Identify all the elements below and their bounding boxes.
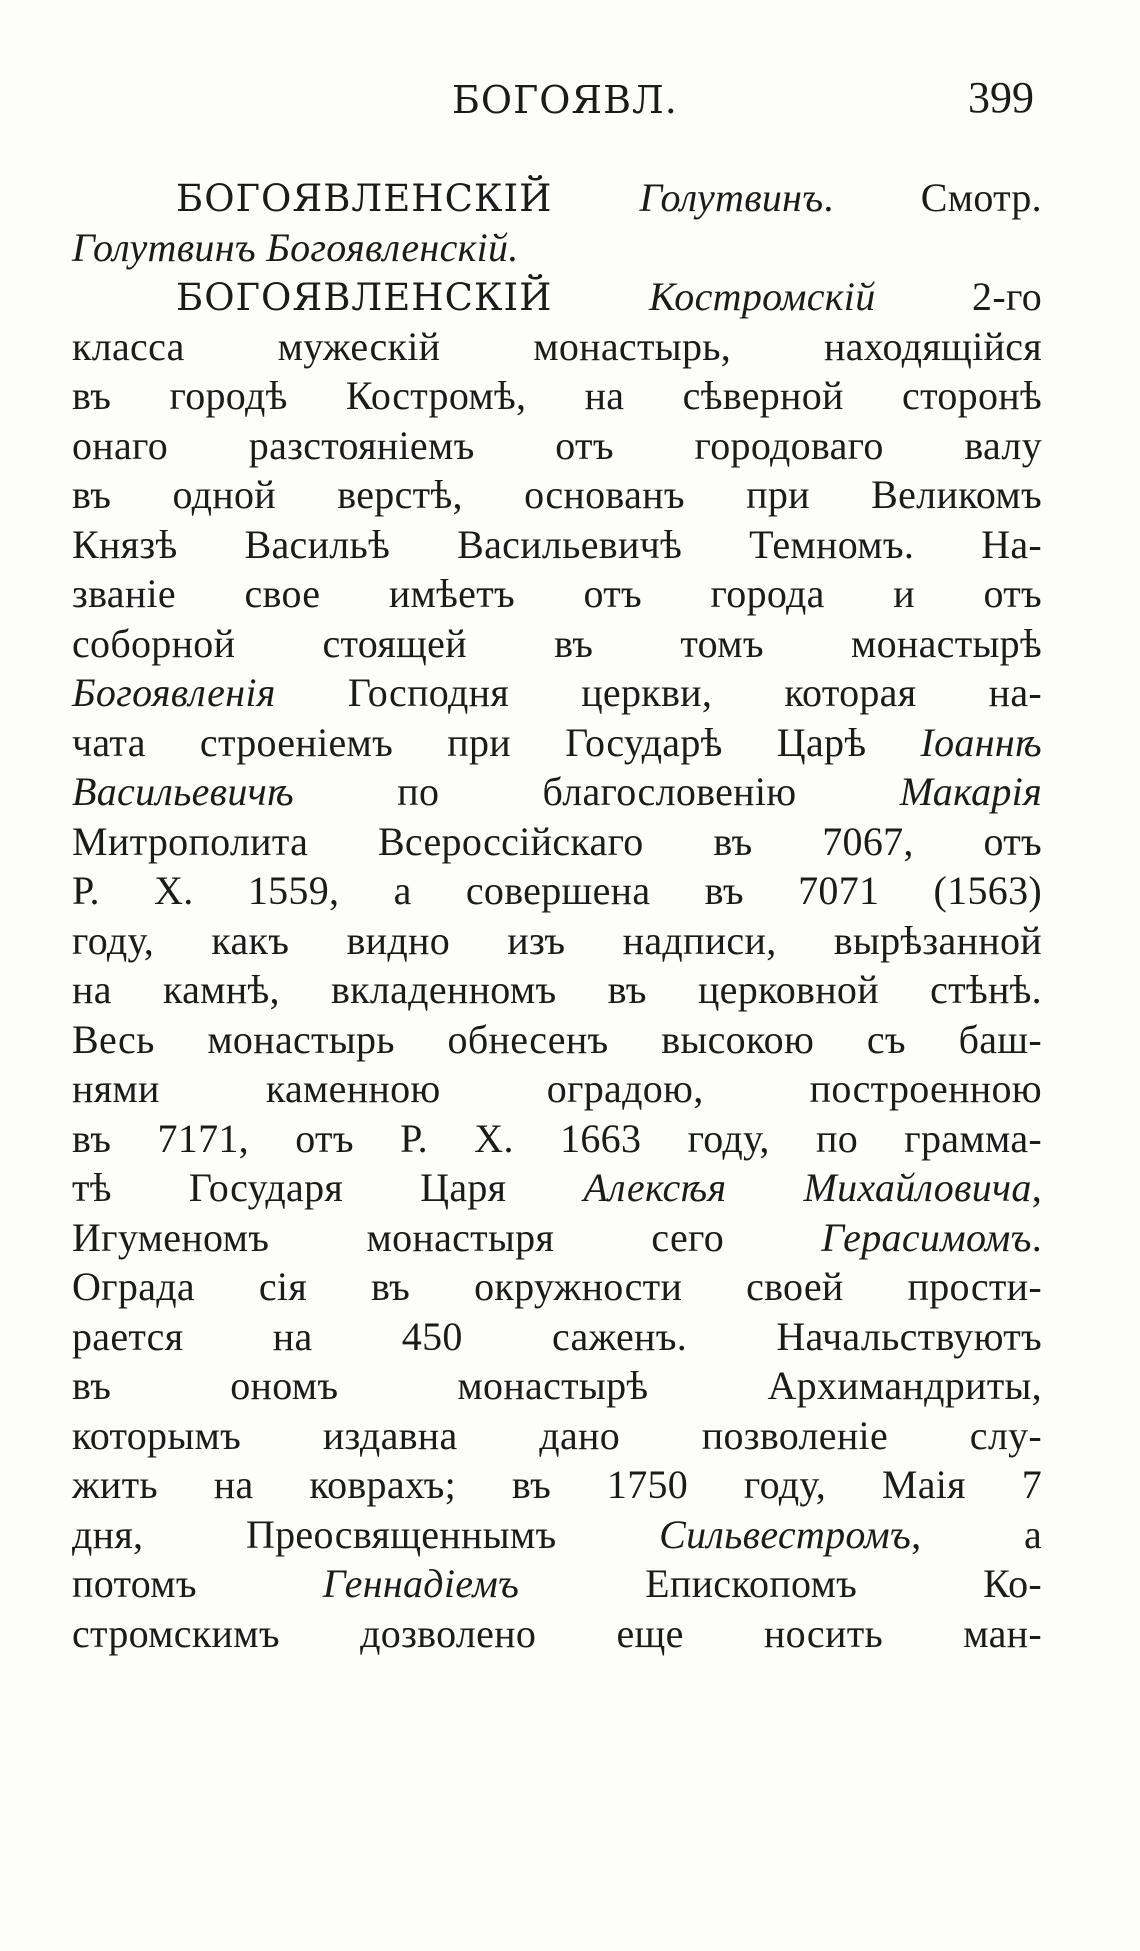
text-line: въ городѣ Костромѣ, на сѣверной сторонѣ [72, 373, 1042, 418]
text-line [72, 223, 1042, 273]
text-line: стромскимъ дозволено еще носить ман- [72, 1610, 1042, 1656]
text-line: Князѣ Васильѣ Васильевичѣ Темномъ. На- [72, 521, 1042, 567]
text-line: Митрополита Всероссійскаго въ 7067, отъ [72, 818, 1042, 864]
text-line: которымъ издавна дано позволеніе слу- [72, 1412, 1042, 1458]
text-line: Васильевичѣ по благословенію Макарія [72, 769, 1042, 814]
page-number: 399 [968, 73, 1034, 122]
text-line: въ ономъ монастырѣ Архимандриты, [72, 1363, 1042, 1408]
running-header [0, 72, 1140, 132]
text-line: чата строеніемъ при Государѣ Царѣ Іоаннѣ [72, 719, 1042, 765]
cross-reference-name: Голутвинъ [639, 175, 824, 220]
text-line: званіе свое имѣетъ отъ города и отъ [72, 571, 1042, 616]
text-line: Игуменомъ монастыря сего Герасимомъ. [72, 1214, 1042, 1260]
entry-headword: БОГОЯВЛЕНСКІЙ [176, 276, 553, 319]
text-line: БОГОЯВЛЕНСКІЙ Костромскій 2-го [176, 274, 1042, 319]
text-line: тѣ Государя Царя Алексѣя Михайловича, [72, 1165, 1042, 1210]
text-line: соборной стоящей въ томъ монастырѣ [72, 620, 1042, 666]
cross-reference: Голутвинъ Богоявленскій. [72, 224, 519, 270]
text-line: онаго разстояніемъ отъ городоваго валу [72, 422, 1042, 468]
text-line: класса мужескій монастырь, находящійся [72, 323, 1042, 369]
text-line: году, какъ видно изъ надписи, вырѣзанной [72, 917, 1042, 963]
text-line: дня, Преосвященнымъ Сильвестромъ, а [72, 1511, 1043, 1557]
entry-text [72, 173, 1042, 1658]
text-line: Весь монастырь обнесенъ высокою съ баш- [72, 1016, 1042, 1062]
text-line: въ одной верстѣ, основанъ при Великомъ [72, 472, 1042, 517]
text-line: Р. Х. 1559, а совершена въ 7071 (1563) [72, 868, 1042, 913]
running-title: БОГОЯВЛ. [452, 78, 678, 122]
text-line: въ 7171, отъ Р. Х. 1663 году, по грамма- [72, 1115, 1042, 1161]
entry-qualifier: Костромскій [648, 274, 876, 319]
text-line: на камнѣ, вкладенномъ въ церковной стѣнѣ. [72, 967, 1042, 1012]
text-line: жить на коврахъ; въ 1750 году, Маія 7 [72, 1462, 1042, 1507]
text-line: рается на 450 саженъ. Начальствуютъ [72, 1313, 1042, 1359]
text-line: нями каменною оградою, построенною [72, 1066, 1042, 1111]
text-line: Богоявленія Господня церкви, которая на- [72, 670, 1042, 715]
text-line: потомъ Геннадіемъ Епископомъ Ко- [72, 1561, 1042, 1606]
text-line: Ограда сія въ окружности своей прости- [72, 1264, 1042, 1309]
text-line: БОГОЯВЛЕНСКІЙ Голутвинъ. Смотр. [176, 175, 1042, 220]
entry-headword: БОГОЯВЛЕНСКІЙ [176, 177, 553, 220]
